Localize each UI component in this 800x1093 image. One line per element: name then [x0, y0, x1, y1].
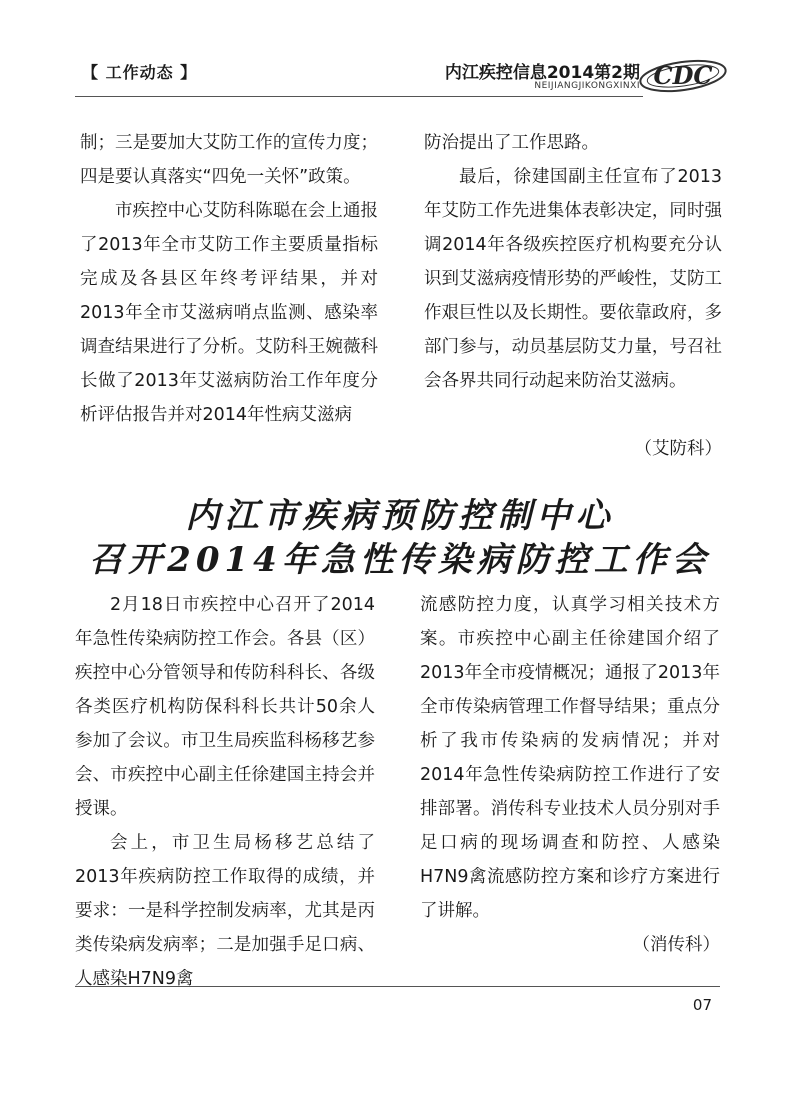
paragraph: 流感防控力度，认真学习相关技术方案。市疾控中心副主任徐建国介绍了2013年全市疫情概况；通报了2013年全市传染病管理工作督导结果；重点分析了我市传染病的发病情况；并对2014年急性传染病防控工作进行了安排部署。消传科专业技术人员分别对手足口病的现场调查和防控、人感染H7N9禽流感防控方案和诊疗方案进行了讲解。: [420, 595, 720, 921]
article2-column-left: [75, 588, 375, 996]
header-divider: [75, 96, 643, 97]
paragraph: 会上，市卫生局杨移艺总结了2013年疾病防控工作取得的成绩，并要求：一是科学控制发病率，尤其是丙类传染病发病率；二是加强手足口病、人感染H7N9禽: [75, 833, 375, 989]
paragraph: 2月18日市疾控中心召开了2014年急性传染病防控工作会。各县（区）疾控中心分管领导和传防科科长、各级各类医疗机构防保科科长共计50余人参加了会议。市卫生局疾监科杨移艺参会、市疾控中心副主任徐建国主持会并授课。: [75, 595, 375, 819]
headline-line2: 召开2014年急性传染病防控工作会: [89, 540, 711, 580]
article1-signature: （艾防科）: [634, 439, 722, 459]
headline-line1: 内江市疾病预防控制中心: [185, 496, 615, 536]
logo-text: CDC: [653, 61, 713, 90]
paragraph: 最后，徐建国副主任宣布了2013年艾防工作先进集体表彰决定，同时强调2014年各级疾控医疗机构要充分认识到艾滋病疫情形势的严峻性，艾防工作艰巨性以及长期性。要依靠政府，多部门参与，动员基层防艾力量，号召社会各界共同行动起来防治艾滋病。: [424, 167, 722, 391]
article2-signature: （消传科）: [632, 935, 720, 955]
page-number: 07: [692, 996, 712, 1014]
cdc-logo: [638, 55, 728, 95]
article1-column-left: [80, 126, 378, 432]
page-header: [0, 0, 800, 110]
footer-divider: [75, 986, 720, 987]
article2-column-right: [420, 588, 720, 962]
publication-title: 内江疾控信息2014第2期: [444, 63, 640, 83]
publication-pinyin: NEIJIANGJIKONGXINXI: [534, 81, 640, 91]
paragraph: 防治提出了工作思路。: [424, 133, 599, 153]
paragraph: 市疾控中心艾防科陈聪在会上通报了2013年全市艾防工作主要质量指标完成及各县区年终考评结果，并对2013年全市艾滋病哨点监测、感染率调查结果进行了分析。艾防科王婉薇科长做了2013年艾滋病防治工作年度分析评估报告并对2014年性病艾滋病: [80, 201, 378, 425]
article1-column-right: [424, 126, 722, 466]
section-tag: 【 工作动态 】: [82, 63, 198, 82]
paragraph: 制；三是要加大艾防工作的宣传力度；四是要认真落实“四免一关怀”政策。: [80, 133, 378, 187]
